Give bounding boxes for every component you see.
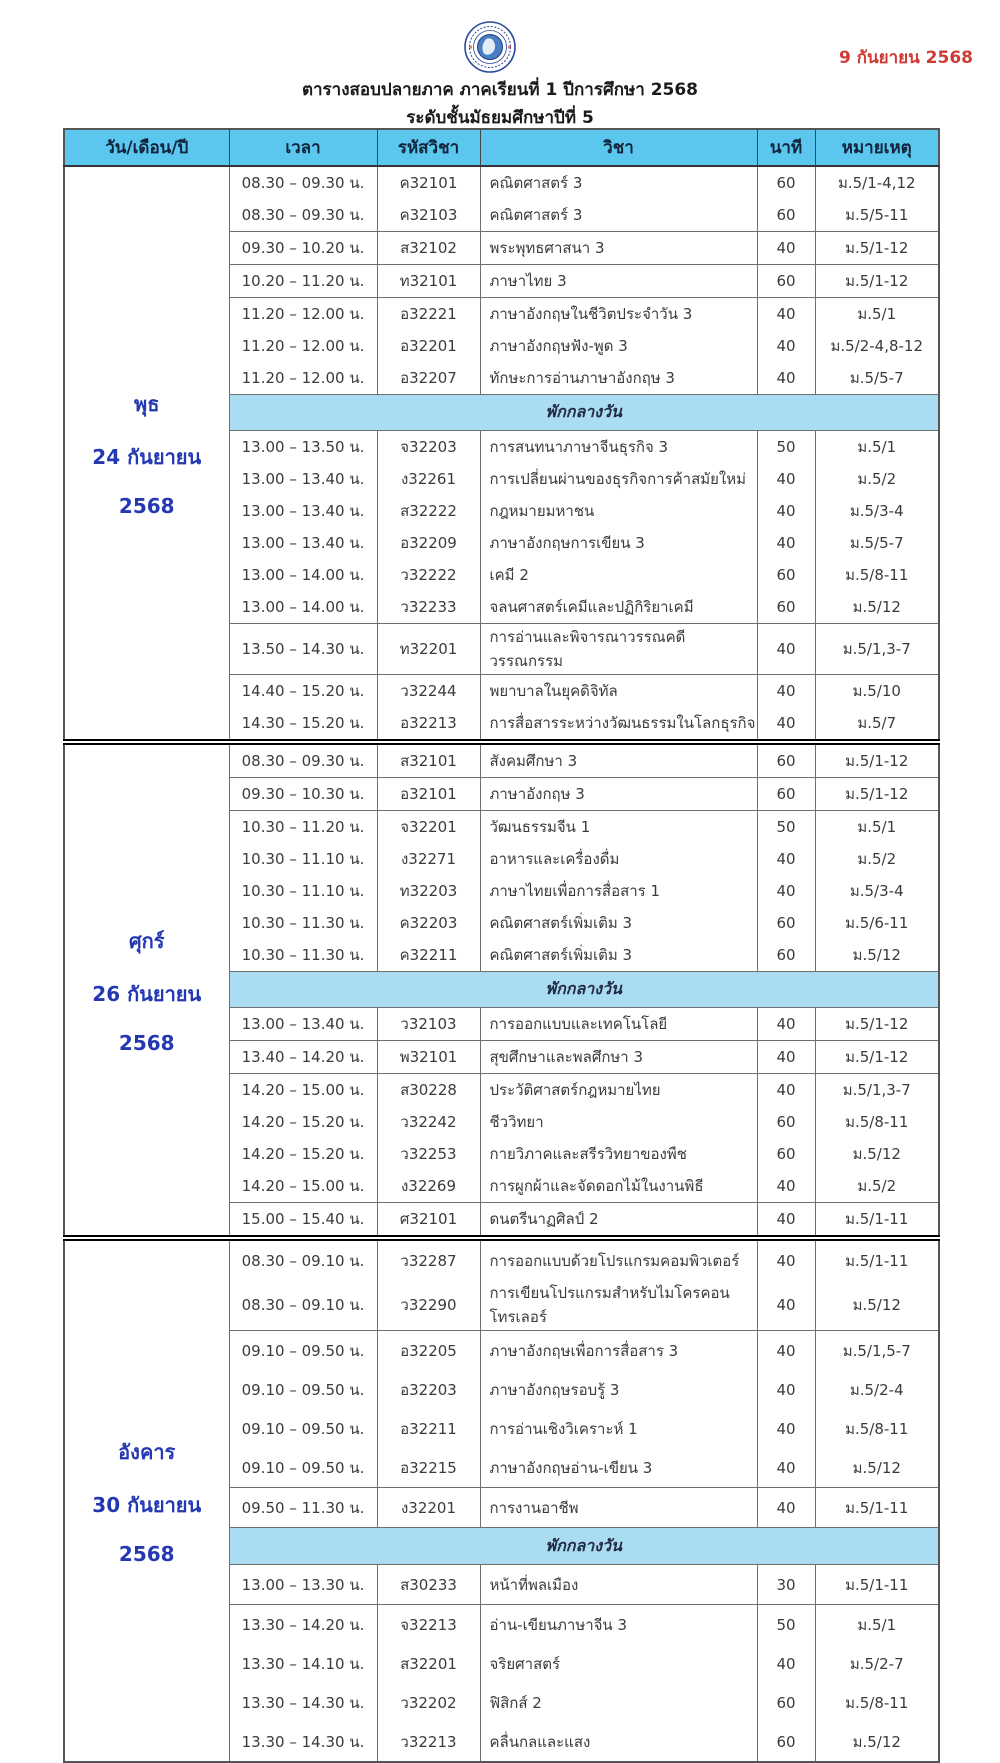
cell-note: ม.5/1	[815, 298, 939, 331]
col-header-time: เวลา	[229, 129, 377, 166]
cell-subject-name: คลื่นกลและแสง	[480, 1722, 757, 1762]
page-subtitle: ระดับชั้นมัธยมศึกษาปีที่ 5	[406, 108, 594, 128]
cell-time: 11.20 – 12.00 น.	[229, 298, 377, 331]
cell-note: ม.5/3-4	[815, 495, 939, 527]
cell-note: ม.5/2-4	[815, 1370, 939, 1409]
cell-time: 13.00 – 13.40 น.	[229, 463, 377, 495]
cell-subject-code: ค32203	[377, 907, 480, 939]
cell-time: 09.10 – 09.50 น.	[229, 1448, 377, 1488]
cell-minutes: 40	[757, 1074, 815, 1107]
cell-minutes: 40	[757, 495, 815, 527]
cell-note: ม.5/1-12	[815, 232, 939, 265]
cell-note: ม.5/1	[815, 431, 939, 464]
lunch-break-cell: พักกลางวัน	[229, 395, 939, 431]
cell-minutes: 60	[757, 939, 815, 972]
cell-minutes: 40	[757, 463, 815, 495]
cell-time: 14.40 – 15.20 น.	[229, 675, 377, 708]
exam-row	[64, 742, 939, 778]
cell-subject-name: ภาษาอังกฤษอ่าน-เขียน 3	[480, 1448, 757, 1488]
cell-time: 09.30 – 10.30 น.	[229, 778, 377, 811]
cell-subject-code: ศ32101	[377, 1203, 480, 1239]
cell-subject-name: ภาษาไทยเพื่อการสื่อสาร 1	[480, 875, 757, 907]
cell-note: ม.5/1-12	[815, 1008, 939, 1041]
cell-subject-name: คณิตศาสตร์ 3	[480, 166, 757, 199]
cell-note: ม.5/12	[815, 939, 939, 972]
cell-time: 13.30 – 14.10 น.	[229, 1644, 377, 1683]
cell-note: ม.5/12	[815, 1448, 939, 1488]
cell-note: ม.5/1-12	[815, 742, 939, 778]
cell-time: 08.30 – 09.10 น.	[229, 1280, 377, 1331]
cell-time: 13.00 – 13.40 น.	[229, 1008, 377, 1041]
cell-subject-name: การเปลี่ยนผ่านของธุรกิจการค้าสมัยใหม่	[480, 463, 757, 495]
cell-subject-name: การเขียนโปรแกรมสำหรับไมโครคอนโทรเลอร์	[480, 1280, 757, 1331]
cell-subject-code: ส32101	[377, 742, 480, 778]
day-label-line: 24 กันยายน	[92, 445, 202, 469]
cell-subject-name: จริยศาสตร์	[480, 1644, 757, 1683]
cell-minutes: 60	[757, 559, 815, 591]
cell-subject-name: สังคมศึกษา 3	[480, 742, 757, 778]
cell-note: ม.5/2-7	[815, 1644, 939, 1683]
cell-subject-name: พระพุทธศาสนา 3	[480, 232, 757, 265]
cell-note: ม.5/6-11	[815, 907, 939, 939]
cell-time: 11.20 – 12.00 น.	[229, 362, 377, 395]
cell-note: ม.5/1-12	[815, 778, 939, 811]
cell-time: 14.20 – 15.20 น.	[229, 1106, 377, 1138]
cell-minutes: 60	[757, 1722, 815, 1762]
day-label-line: 2568	[118, 1542, 175, 1566]
col-header-subject: วิชา	[480, 129, 757, 166]
cell-note: ม.5/2-4,8-12	[815, 330, 939, 362]
col-header-code: รหัสวิชา	[377, 129, 480, 166]
cell-subject-code: ว32244	[377, 675, 480, 708]
cell-note: ม.5/8-11	[815, 1106, 939, 1138]
cell-subject-code: อ32207	[377, 362, 480, 395]
cell-minutes: 40	[757, 1331, 815, 1371]
cell-time: 08.30 – 09.30 น.	[229, 199, 377, 232]
day-label	[64, 1238, 229, 1762]
cell-subject-code: ว32242	[377, 1106, 480, 1138]
cell-note: ม.5/1-11	[815, 1488, 939, 1528]
cell-minutes: 40	[757, 232, 815, 265]
cell-time: 10.30 – 11.30 น.	[229, 907, 377, 939]
cell-minutes: 60	[757, 199, 815, 232]
cell-time: 10.30 – 11.30 น.	[229, 939, 377, 972]
lunch-break-cell: พักกลางวัน	[229, 1528, 939, 1565]
cell-minutes: 60	[757, 265, 815, 298]
cell-subject-code: พ32101	[377, 1041, 480, 1074]
cell-note: ม.5/5-7	[815, 527, 939, 559]
day-label-line: อังคาร	[118, 1440, 176, 1464]
cell-minutes: 40	[757, 1280, 815, 1331]
cell-note: ม.5/1,3-7	[815, 1074, 939, 1107]
cell-note: ม.5/2	[815, 1170, 939, 1203]
cell-subject-code: ง32269	[377, 1170, 480, 1203]
cell-note: ม.5/8-11	[815, 1683, 939, 1722]
exam-table-body	[64, 166, 939, 1762]
cell-minutes: 40	[757, 707, 815, 742]
cell-time: 10.30 – 11.20 น.	[229, 811, 377, 844]
cell-subject-name: การผูกผ้าและจัดดอกไม้ในงานพิธี	[480, 1170, 757, 1203]
cell-time: 09.10 – 09.50 น.	[229, 1331, 377, 1371]
cell-subject-name: พยาบาลในยุคดิจิทัล	[480, 675, 757, 708]
cell-note: ม.5/5-11	[815, 199, 939, 232]
cell-minutes: 40	[757, 330, 815, 362]
cell-subject-code: ท32201	[377, 624, 480, 675]
day-label-line: 2568	[118, 1031, 175, 1055]
cell-subject-code: ว32213	[377, 1722, 480, 1762]
cell-subject-name: คณิตศาสตร์เพิ่มเติม 3	[480, 907, 757, 939]
cell-minutes: 50	[757, 811, 815, 844]
cell-minutes: 60	[757, 1138, 815, 1170]
cell-subject-name: ดนตรีนาฏศิลป์ 2	[480, 1203, 757, 1239]
cell-subject-name: อาหารและเครื่องดื่ม	[480, 843, 757, 875]
cell-subject-code: อ32211	[377, 1409, 480, 1448]
cell-minutes: 40	[757, 1488, 815, 1528]
cell-note: ม.5/1-11	[815, 1238, 939, 1280]
cell-time: 10.30 – 11.10 น.	[229, 875, 377, 907]
cell-note: ม.5/5-7	[815, 362, 939, 395]
cell-minutes: 40	[757, 843, 815, 875]
cell-minutes: 50	[757, 431, 815, 464]
cell-time: 11.20 – 12.00 น.	[229, 330, 377, 362]
table-header-row	[64, 129, 939, 166]
cell-time: 14.30 – 15.20 น.	[229, 707, 377, 742]
cell-subject-code: ส32201	[377, 1644, 480, 1683]
cell-minutes: 60	[757, 591, 815, 624]
cell-minutes: 40	[757, 1170, 815, 1203]
day-label-line: 2568	[118, 494, 175, 518]
cell-minutes: 60	[757, 778, 815, 811]
cell-note: ม.5/12	[815, 1722, 939, 1762]
cell-time: 13.00 – 14.00 น.	[229, 559, 377, 591]
cell-note: ม.5/1-11	[815, 1203, 939, 1239]
cell-time: 13.30 – 14.30 น.	[229, 1722, 377, 1762]
cell-subject-name: การอ่านเชิงวิเคราะห์ 1	[480, 1409, 757, 1448]
col-header-note: หมายเหตุ	[815, 129, 939, 166]
cell-subject-name: การออกแบบและเทคโนโลยี	[480, 1008, 757, 1041]
cell-subject-code: ส30228	[377, 1074, 480, 1107]
col-header-date: วัน/เดือน/ปี	[64, 129, 229, 166]
cell-time: 13.00 – 13.40 น.	[229, 495, 377, 527]
cell-minutes: 60	[757, 907, 815, 939]
cell-note: ม.5/1	[815, 811, 939, 844]
cell-subject-code: ค32101	[377, 166, 480, 199]
cell-subject-name: การงานอาชีพ	[480, 1488, 757, 1528]
cell-note: ม.5/1,5-7	[815, 1331, 939, 1371]
cell-time: 09.10 – 09.50 น.	[229, 1370, 377, 1409]
cell-subject-code: ว32222	[377, 559, 480, 591]
cell-subject-name: ภาษาอังกฤษในชีวิตประจำวัน 3	[480, 298, 757, 331]
cell-note: ม.5/2	[815, 463, 939, 495]
cell-subject-code: ว32233	[377, 591, 480, 624]
cell-minutes: 40	[757, 1409, 815, 1448]
cell-subject-code: จ32203	[377, 431, 480, 464]
cell-subject-name: ภาษาอังกฤษฟัง-พูด 3	[480, 330, 757, 362]
cell-subject-name: อ่าน-เขียนภาษาจีน 3	[480, 1605, 757, 1645]
cell-note: ม.5/8-11	[815, 1409, 939, 1448]
cell-subject-name: การออกแบบด้วยโปรแกรมคอมพิวเตอร์	[480, 1238, 757, 1280]
cell-note: ม.5/1-12	[815, 265, 939, 298]
cell-subject-code: อ32101	[377, 778, 480, 811]
cell-time: 13.00 – 13.30 น.	[229, 1565, 377, 1605]
cell-subject-name: หน้าที่พลเมือง	[480, 1565, 757, 1605]
cell-subject-code: ง32261	[377, 463, 480, 495]
cell-subject-code: ว32103	[377, 1008, 480, 1041]
cell-subject-code: จ32201	[377, 811, 480, 844]
cell-subject-name: ประวัติศาสตร์กฎหมายไทย	[480, 1074, 757, 1107]
cell-time: 13.40 – 14.20 น.	[229, 1041, 377, 1074]
cell-subject-code: อ32203	[377, 1370, 480, 1409]
day-label-line: 26 กันยายน	[92, 982, 202, 1006]
cell-time: 09.30 – 10.20 น.	[229, 232, 377, 265]
cell-time: 08.30 – 09.30 น.	[229, 166, 377, 199]
cell-subject-code: ท32101	[377, 265, 480, 298]
cell-minutes: 40	[757, 624, 815, 675]
cell-subject-code: อ32221	[377, 298, 480, 331]
cell-subject-name: ภาษาอังกฤษเพื่อการสื่อสาร 3	[480, 1331, 757, 1371]
cell-subject-code: ง32271	[377, 843, 480, 875]
cell-subject-name: ภาษาอังกฤษ 3	[480, 778, 757, 811]
cell-minutes: 40	[757, 875, 815, 907]
cell-minutes: 50	[757, 1605, 815, 1645]
cell-subject-name: สุขศึกษาและพลศึกษา 3	[480, 1041, 757, 1074]
cell-note: ม.5/8-11	[815, 559, 939, 591]
cell-subject-name: กายวิภาคและสรีรวิทยาของพืช	[480, 1138, 757, 1170]
cell-minutes: 40	[757, 1644, 815, 1683]
cell-subject-name: กฎหมายมหาชน	[480, 495, 757, 527]
cell-subject-name: ภาษาอังกฤษการเขียน 3	[480, 527, 757, 559]
cell-minutes: 60	[757, 1106, 815, 1138]
exam-row	[64, 1238, 939, 1280]
cell-subject-name: วัฒนธรรมจีน 1	[480, 811, 757, 844]
cell-minutes: 40	[757, 1238, 815, 1280]
cell-note: ม.5/7	[815, 707, 939, 742]
cell-minutes: 40	[757, 675, 815, 708]
cell-subject-name: ทักษะการอ่านภาษาอังกฤษ 3	[480, 362, 757, 395]
cell-time: 15.00 – 15.40 น.	[229, 1203, 377, 1239]
cell-subject-code: ว32287	[377, 1238, 480, 1280]
cell-subject-name: ภาษาไทย 3	[480, 265, 757, 298]
cell-note: ม.5/3-4	[815, 875, 939, 907]
cell-note: ม.5/1-4,12	[815, 166, 939, 199]
cell-subject-code: ว32290	[377, 1280, 480, 1331]
cell-time: 13.00 – 13.50 น.	[229, 431, 377, 464]
cell-note: ม.5/1-11	[815, 1565, 939, 1605]
day-label	[64, 742, 229, 1238]
cell-subject-code: อ32205	[377, 1331, 480, 1371]
cell-minutes: 40	[757, 1370, 815, 1409]
cell-subject-name: การสื่อสารระหว่างวัฒนธรรมในโลกธุรกิจ	[480, 707, 757, 742]
cell-subject-code: อ32209	[377, 527, 480, 559]
cell-time: 10.30 – 11.10 น.	[229, 843, 377, 875]
cell-minutes: 40	[757, 1448, 815, 1488]
cell-time: 14.20 – 15.20 น.	[229, 1138, 377, 1170]
day-label	[64, 166, 229, 742]
cell-note: ม.5/1-12	[815, 1041, 939, 1074]
cell-subject-name: การอ่านและพิจารณาวรรณคดีวรรณกรรม	[480, 624, 757, 675]
cell-subject-name: ชีววิทยา	[480, 1106, 757, 1138]
cell-minutes: 40	[757, 298, 815, 331]
cell-note: ม.5/1,3-7	[815, 624, 939, 675]
cell-note: ม.5/1	[815, 1605, 939, 1645]
cell-time: 10.20 – 11.20 น.	[229, 265, 377, 298]
cell-time: 14.20 – 15.00 น.	[229, 1074, 377, 1107]
cell-note: ม.5/12	[815, 1138, 939, 1170]
cell-minutes: 60	[757, 166, 815, 199]
cell-subject-code: อ32201	[377, 330, 480, 362]
cell-time: 09.10 – 09.50 น.	[229, 1409, 377, 1448]
cell-time: 14.20 – 15.00 น.	[229, 1170, 377, 1203]
cell-subject-name: จลนศาสตร์เคมีและปฏิกิริยาเคมี	[480, 591, 757, 624]
cell-time: 13.00 – 14.00 น.	[229, 591, 377, 624]
cell-note: ม.5/12	[815, 591, 939, 624]
cell-time: 08.30 – 09.30 น.	[229, 742, 377, 778]
exam-row	[64, 166, 939, 199]
cell-subject-code: จ32213	[377, 1605, 480, 1645]
cell-minutes: 40	[757, 1041, 815, 1074]
cell-time: 13.30 – 14.20 น.	[229, 1605, 377, 1645]
cell-minutes: 40	[757, 1203, 815, 1239]
school-logo-icon	[464, 21, 516, 73]
cell-subject-name: ภาษาอังกฤษรอบรู้ 3	[480, 1370, 757, 1409]
cell-subject-code: ค32103	[377, 199, 480, 232]
document-date: 9 กันยายน 2568	[839, 48, 973, 68]
cell-subject-code: ส32102	[377, 232, 480, 265]
cell-time: 08.30 – 09.10 น.	[229, 1238, 377, 1280]
cell-note: ม.5/10	[815, 675, 939, 708]
cell-subject-name: การสนทนาภาษาจีนธุรกิจ 3	[480, 431, 757, 464]
cell-minutes: 40	[757, 1008, 815, 1041]
cell-subject-code: ค32211	[377, 939, 480, 972]
day-label-line: พุธ	[134, 392, 160, 416]
cell-subject-code: อ32213	[377, 707, 480, 742]
cell-note: ม.5/12	[815, 1280, 939, 1331]
cell-subject-name: คณิตศาสตร์เพิ่มเติม 3	[480, 939, 757, 972]
cell-minutes: 30	[757, 1565, 815, 1605]
lunch-break-cell: พักกลางวัน	[229, 972, 939, 1008]
cell-subject-code: ว32253	[377, 1138, 480, 1170]
cell-subject-name: เคมี 2	[480, 559, 757, 591]
page-title: ตารางสอบปลายภาค ภาคเรียนที่ 1 ปีการศึกษา 2568	[301, 80, 699, 100]
cell-subject-name: ฟิสิกส์ 2	[480, 1683, 757, 1722]
cell-subject-code: ท32203	[377, 875, 480, 907]
cell-subject-name: คณิตศาสตร์ 3	[480, 199, 757, 232]
cell-note: ม.5/2	[815, 843, 939, 875]
cell-subject-code: ง32201	[377, 1488, 480, 1528]
cell-subject-code: ว32202	[377, 1683, 480, 1722]
exam-table	[63, 128, 940, 1763]
cell-minutes: 60	[757, 1683, 815, 1722]
cell-time: 09.50 – 11.30 น.	[229, 1488, 377, 1528]
cell-minutes: 40	[757, 362, 815, 395]
cell-time: 13.30 – 14.30 น.	[229, 1683, 377, 1722]
cell-time: 13.00 – 13.40 น.	[229, 527, 377, 559]
cell-minutes: 60	[757, 742, 815, 778]
cell-time: 13.50 – 14.30 น.	[229, 624, 377, 675]
col-header-minutes: นาที	[757, 129, 815, 166]
day-label-line: ศุกร์	[128, 929, 165, 953]
cell-subject-code: อ32215	[377, 1448, 480, 1488]
cell-subject-code: ส30233	[377, 1565, 480, 1605]
cell-minutes: 40	[757, 527, 815, 559]
cell-subject-code: ส32222	[377, 495, 480, 527]
day-label-line: 30 กันยายน	[92, 1493, 202, 1517]
